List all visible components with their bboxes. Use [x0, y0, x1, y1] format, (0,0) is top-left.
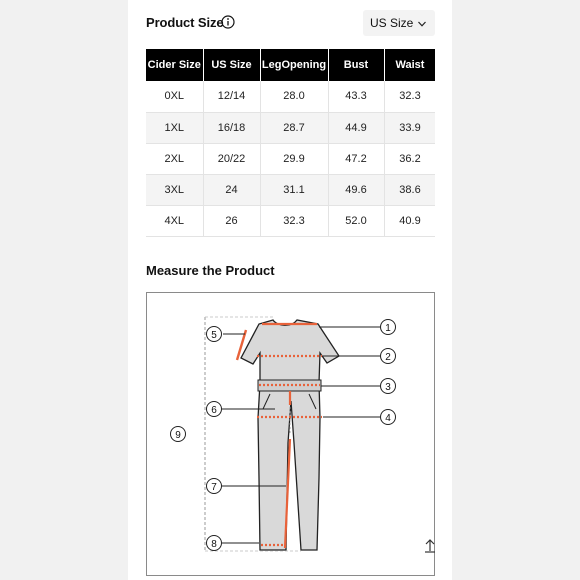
size-unit-select[interactable] — [363, 10, 435, 36]
size-table-container[interactable] — [146, 49, 435, 237]
table-row — [146, 174, 435, 205]
column-header-leg-opening: LegOpening — [260, 49, 328, 81]
table-cell: 26 — [203, 205, 260, 236]
arrow-up-icon — [420, 532, 440, 560]
marker-3 — [381, 379, 396, 394]
marker-5-label: 5 — [211, 330, 217, 341]
column-header-us-size: US Size — [203, 49, 260, 81]
marker-4-label: 4 — [385, 413, 391, 424]
marker-9-label: 9 — [175, 430, 181, 441]
table-cell: 3XL — [146, 174, 203, 205]
table-cell: 32.3 — [384, 81, 435, 112]
table-cell: 4XL — [146, 205, 203, 236]
marker-8-label: 8 — [211, 539, 217, 550]
table-cell: 28.0 — [260, 81, 328, 112]
marker-6-label: 6 — [211, 405, 217, 416]
table-cell: 49.6 — [328, 174, 384, 205]
info-icon[interactable] — [221, 15, 235, 29]
table-cell: 52.0 — [328, 205, 384, 236]
marker-1-label: 1 — [385, 323, 391, 334]
table-row — [146, 112, 435, 143]
table-cell: 12/14 — [203, 81, 260, 112]
table-cell: 31.1 — [260, 174, 328, 205]
chevron-down-icon — [417, 18, 427, 28]
table-cell: 1XL — [146, 112, 203, 143]
marker-2-label: 2 — [385, 352, 391, 363]
column-header-bust: Bust — [328, 49, 384, 81]
measure-section-title: Measure the Product — [146, 263, 275, 278]
column-header-waist: Waist — [384, 49, 435, 81]
table-row — [146, 81, 435, 112]
marker-2 — [381, 349, 396, 364]
table-cell: 36.2 — [384, 143, 435, 174]
table-cell: 29.9 — [260, 143, 328, 174]
table-cell: 43.3 — [328, 81, 384, 112]
table-cell: 24 — [203, 174, 260, 205]
table-row — [146, 205, 435, 236]
product-size-panel — [128, 0, 452, 580]
marker-7-label: 7 — [211, 482, 217, 493]
table-cell: 0XL — [146, 81, 203, 112]
marker-3-label: 3 — [385, 382, 391, 393]
table-cell: 47.2 — [328, 143, 384, 174]
marker-1 — [381, 320, 396, 335]
size-unit-value: US Size — [370, 16, 414, 30]
measurement-diagram — [146, 292, 435, 576]
table-cell: 2XL — [146, 143, 203, 174]
marker-6 — [207, 402, 222, 417]
scroll-to-top-button[interactable] — [420, 532, 440, 560]
table-cell: 44.9 — [328, 112, 384, 143]
marker-7 — [207, 479, 222, 494]
marker-8 — [207, 536, 222, 551]
jumpsuit-illustration — [241, 320, 339, 550]
marker-9 — [171, 427, 186, 442]
column-header-cider-size: Cider Size — [146, 49, 203, 81]
marker-4 — [381, 410, 396, 425]
table-header-row — [146, 49, 435, 81]
product-size-title: Product Size — [146, 15, 224, 30]
table-cell: 16/18 — [203, 112, 260, 143]
table-row — [146, 143, 435, 174]
table-cell: 33.9 — [384, 112, 435, 143]
marker-5 — [207, 327, 222, 342]
table-cell: 40.9 — [384, 205, 435, 236]
size-table — [146, 49, 435, 237]
table-cell: 20/22 — [203, 143, 260, 174]
table-cell: 32.3 — [260, 205, 328, 236]
table-cell: 38.6 — [384, 174, 435, 205]
table-cell: 28.7 — [260, 112, 328, 143]
product-size-header — [146, 10, 435, 36]
